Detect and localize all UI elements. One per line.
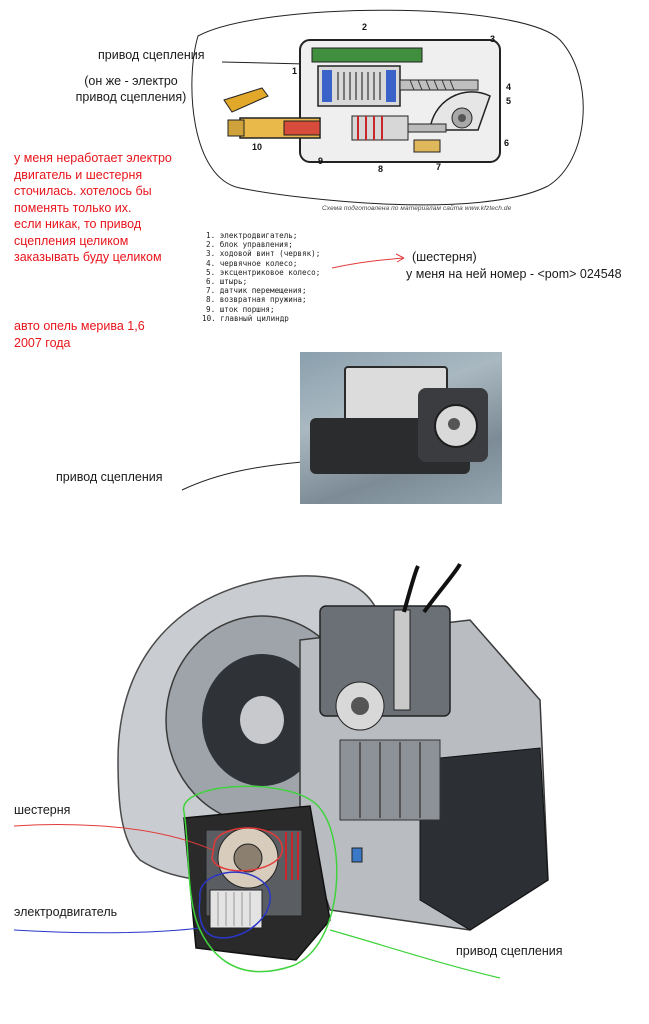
callout-6: 6 xyxy=(504,138,510,148)
legend-item: 1. электродвигатель; xyxy=(206,231,298,240)
photo-label: привод сцепления xyxy=(56,470,163,484)
legend-item: 9. шток поршня; xyxy=(206,304,275,314)
callout-7: 7 xyxy=(436,162,442,172)
legend-item: 6. штырь; xyxy=(206,277,248,287)
top-label-pointer xyxy=(222,62,306,64)
bottom-motor-label: электродвигатель xyxy=(14,905,118,919)
legend-arrow-line xyxy=(332,258,404,268)
legend-item: 5. эксцентриковое колесо; xyxy=(206,267,321,277)
callout-1: 1 xyxy=(292,66,298,76)
legend-item: 4. червячное колесо; xyxy=(206,258,298,268)
gearbox-illustration xyxy=(118,564,548,960)
actuator-photo xyxy=(300,352,502,504)
top-label-sub: (он же - электро привод сцепления) xyxy=(75,74,187,104)
gear-number: у меня на ней номер - <pom> 024548 xyxy=(406,267,622,281)
legend-item: 7. датчик перемещения; xyxy=(206,286,307,296)
request-text: у меня неработает электро двигатель и шестерня сточилась. хотелось бы поменять только их. если никак, то привод сцепления целиком заказывать буду целиком xyxy=(14,151,172,264)
photo-pointer xyxy=(182,462,302,490)
legend-item: 2. блок управления; xyxy=(206,240,293,250)
callout-4: 4 xyxy=(506,82,512,92)
callout-2: 2 xyxy=(362,22,368,32)
callout-10: 10 xyxy=(252,142,263,152)
bottom-gear-label: шестерня xyxy=(14,803,71,817)
legend-item: 10. главный цилиндр xyxy=(202,313,289,323)
gear-title: (шестерня) xyxy=(412,250,477,264)
legend-item: 8. возвратная пружина; xyxy=(206,295,307,305)
car-text: авто опель мерива 1,6 2007 года xyxy=(14,319,145,350)
callout-5: 5 xyxy=(506,96,512,106)
actuator-cross-section xyxy=(224,40,500,162)
callout-3: 3 xyxy=(490,34,496,44)
gear-hub xyxy=(448,418,460,430)
top-label: привод сцепления xyxy=(98,48,205,62)
motor-marker-line xyxy=(14,928,200,933)
legend-item: 3. ходовой винт (червяк); xyxy=(206,249,321,259)
callout-9: 9 xyxy=(318,156,324,166)
diagram-caption: Схема подготовлена по материалам сайта www.kfztech.de xyxy=(322,205,512,212)
bottom-actuator-label: привод сцепления xyxy=(456,944,563,958)
legend-list xyxy=(202,231,321,323)
callout-8: 8 xyxy=(378,164,384,174)
